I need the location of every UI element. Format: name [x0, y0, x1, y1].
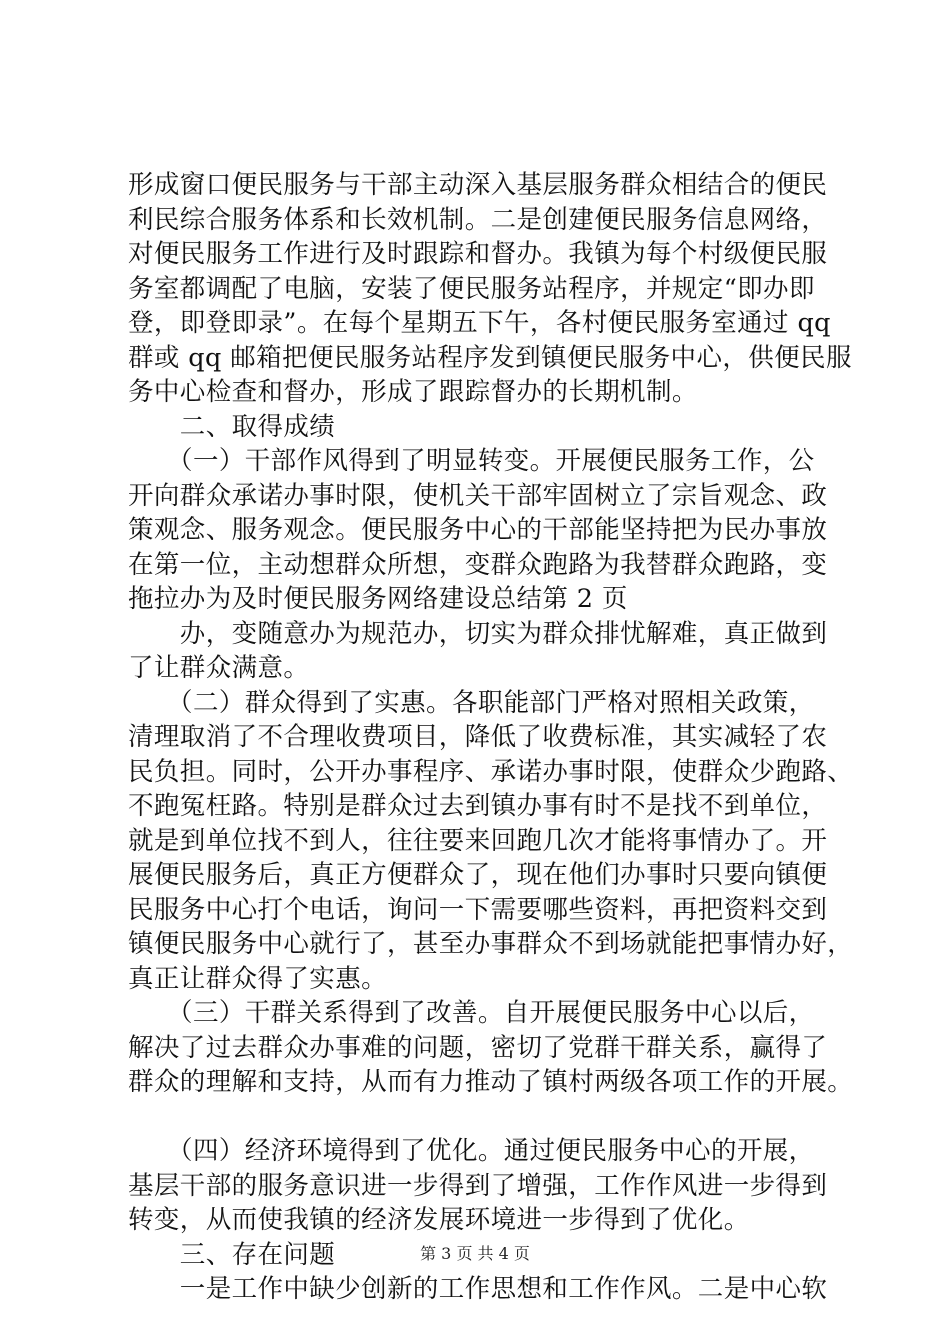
text-line: 不跑冤枉路。特别是群众过去到镇办事有时不是找不到单位， — [128, 791, 828, 821]
document-body — [128, 168, 854, 1307]
text-line: （三）干群关系得到了改善。自开展便民服务中心以后， — [128, 998, 815, 1028]
text-line: 一是工作中缺少创新的工作思想和工作作风。二是中心软 — [128, 1274, 828, 1304]
text-line: 形成窗口便民服务与干部主动深入基层服务群众相结合的便民 — [128, 170, 828, 200]
text-line: 基层干部的服务意识进一步得到了增强，工作作风进一步得到 — [128, 1170, 828, 1201]
text-line: （二）群众得到了实惠。各职能部门严格对照相关政策， — [128, 687, 815, 718]
text-line: 展便民服务后，真正方便群众了，现在他们办事时只要向镇便 — [128, 860, 828, 890]
text-line: 民负担。同时，公开办事程序、承诺办事时限，使群众少跑路、 — [128, 756, 854, 787]
text-line: 务室都调配了电脑，安装了便民服务站程序，并规定“即办即 — [128, 273, 815, 304]
text-line: （一）干部作风得到了明显转变。开展便民服务工作，公 — [128, 446, 815, 476]
text-line: 真正让群众得了实惠。 — [128, 963, 388, 994]
text-line: 民服务中心打个电话，询问一下需要哪些资料，再把资料交到 — [128, 894, 828, 925]
text-line: 群众的理解和支持，从而有力推动了镇村两级各项工作的开展。 — [128, 1067, 854, 1097]
text-line: 转变，从而使我镇的经济发展环境进一步得到了优化。 — [128, 1205, 750, 1235]
text-line: 在第一位，主动想群众所想，变群众跑路为我替群众跑路，变 — [128, 549, 828, 580]
text-line: 镇便民服务中心就行了，甚至办事群众不到场就能把事情办好， — [128, 929, 854, 959]
text-line: 办，变随意办为规范办，切实为群众排忧解难，真正做到 — [128, 618, 828, 649]
text-line: 利民综合服务体系和长效机制。二是创建便民服务信息网络， — [128, 204, 828, 235]
text-line: 群或 qq 邮箱把便民服务站程序发到镇便民服务中心，供便民服 — [128, 342, 852, 373]
text-line: （四）经济环境得到了优化。通过便民服务中心的开展， — [128, 1136, 815, 1166]
page-footer — [0, 1244, 950, 1264]
text-line: 了让群众满意。 — [128, 653, 310, 683]
text-line: 拖拉办为及时便民服务网络建设总结第 2 页 — [128, 584, 628, 614]
text-line: 开向群众承诺办事时限，使机关干部牢固树立了宗旨观念、政 — [128, 480, 828, 511]
text-line: 就是到单位找不到人，往往要来回跑几次才能将事情办了。开 — [128, 825, 828, 856]
blank-line — [128, 1100, 848, 1135]
section-heading: 三、存在问题 — [128, 1239, 336, 1270]
text-line: 对便民服务工作进行及时跟踪和督办。我镇为每个村级便民服 — [128, 239, 828, 269]
text-line: 清理取消了不合理收费项目，降低了收费标准，其实减轻了农 — [128, 722, 828, 752]
page-number-label: 第 3 页 共 4 页 — [420, 1244, 530, 1263]
text-line: 登，即登即录”。在每个星期五下午，各村便民服务室通过 qq — [128, 308, 831, 338]
section-heading: 二、取得成绩 — [128, 411, 336, 442]
text-line: 解决了过去群众办事难的问题，密切了党群干群关系，赢得了 — [128, 1032, 828, 1063]
text-line: 务中心检查和督办，形成了跟踪督办的长期机制。 — [128, 377, 698, 407]
text-line: 策观念、服务观念。便民服务中心的干部能坚持把为民办事放 — [128, 515, 828, 545]
